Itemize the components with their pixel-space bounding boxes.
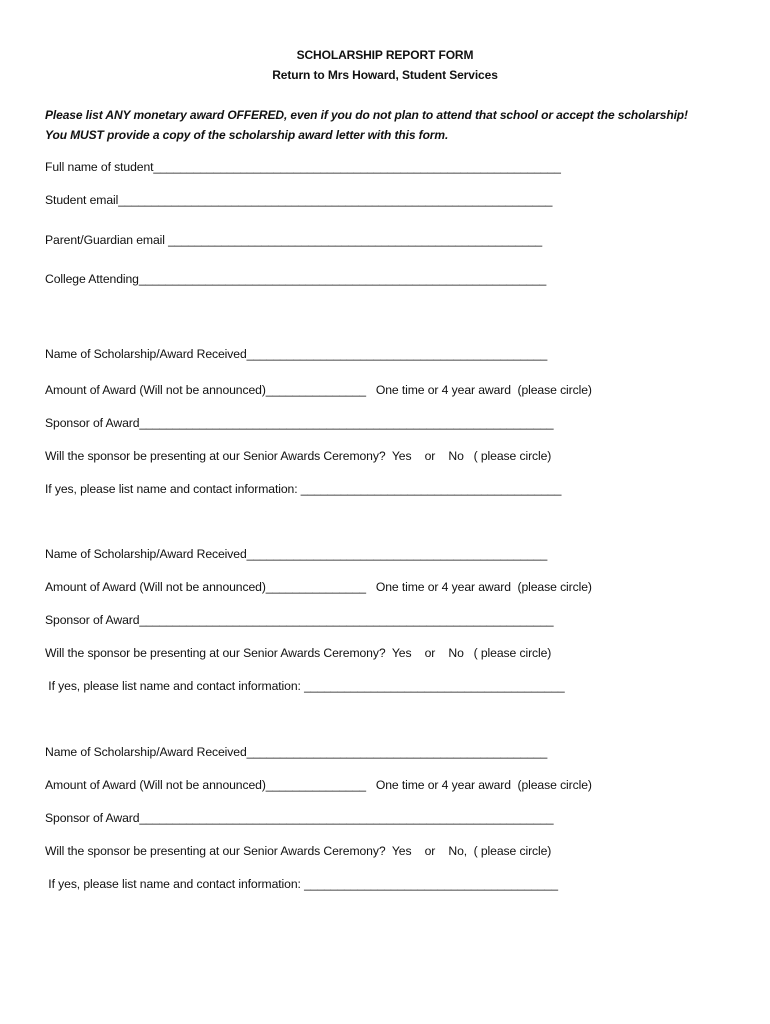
award-3-contact-field: If yes, please list name and contact information: ______________________________________ <box>45 877 558 891</box>
college-attending-field: College Attending_____________________________________________________________ <box>45 272 547 286</box>
award-2-name-field: Name of Scholarship/Award Received_____________________________________________ <box>45 547 548 561</box>
award-2-presenting-question: Will the sponsor be presenting at our Senior Awards Ceremony? Yes or No ( please circle) <box>45 646 552 660</box>
award-3-amount-field: Amount of Award (Will not be announced)_______________ One time or 4 year award (please circle) <box>45 778 592 792</box>
award-3-sponsor-field: Sponsor of Award______________________________________________________________ <box>45 811 554 825</box>
parent-email-field: Parent/Guardian email ________________________________________________________ <box>45 233 543 247</box>
award-1-name-field: Name of Scholarship/Award Received_____________________________________________ <box>45 347 548 361</box>
page-title: SCHOLARSHIP REPORT FORM <box>296 48 474 62</box>
award-3-name-field: Name of Scholarship/Award Received_____________________________________________ <box>45 745 548 759</box>
award-1-amount-field: Amount of Award (Will not be announced)_______________ One time or 4 year award (please circle) <box>45 383 592 397</box>
award-2-contact-field: If yes, please list name and contact information: _______________________________________ <box>45 679 565 693</box>
page-subtitle: Return to Mrs Howard, Student Services <box>272 68 498 82</box>
award-2-sponsor-field: Sponsor of Award______________________________________________________________ <box>45 613 554 627</box>
student-email-field: Student email_________________________________________________________________ <box>45 193 553 207</box>
award-1-presenting-question: Will the sponsor be presenting at our Senior Awards Ceremony? Yes or No ( please circle) <box>45 449 552 463</box>
student-full-name-field: Full name of student_____________________________________________________________ <box>45 160 561 174</box>
award-1-sponsor-field: Sponsor of Award______________________________________________________________ <box>45 416 554 430</box>
instruction-line-1: Please list ANY monetary award OFFERED, even if you do not plan to attend that school or accept the scholarship! <box>45 108 688 122</box>
instruction-line-2: You MUST provide a copy of the scholarship award letter with this form. <box>45 128 449 142</box>
award-3-presenting-question: Will the sponsor be presenting at our Senior Awards Ceremony? Yes or No, ( please circle) <box>45 844 552 858</box>
award-2-amount-field: Amount of Award (Will not be announced)_______________ One time or 4 year award (please circle) <box>45 580 592 594</box>
award-1-contact-field: If yes, please list name and contact information: _______________________________________ <box>45 482 562 496</box>
